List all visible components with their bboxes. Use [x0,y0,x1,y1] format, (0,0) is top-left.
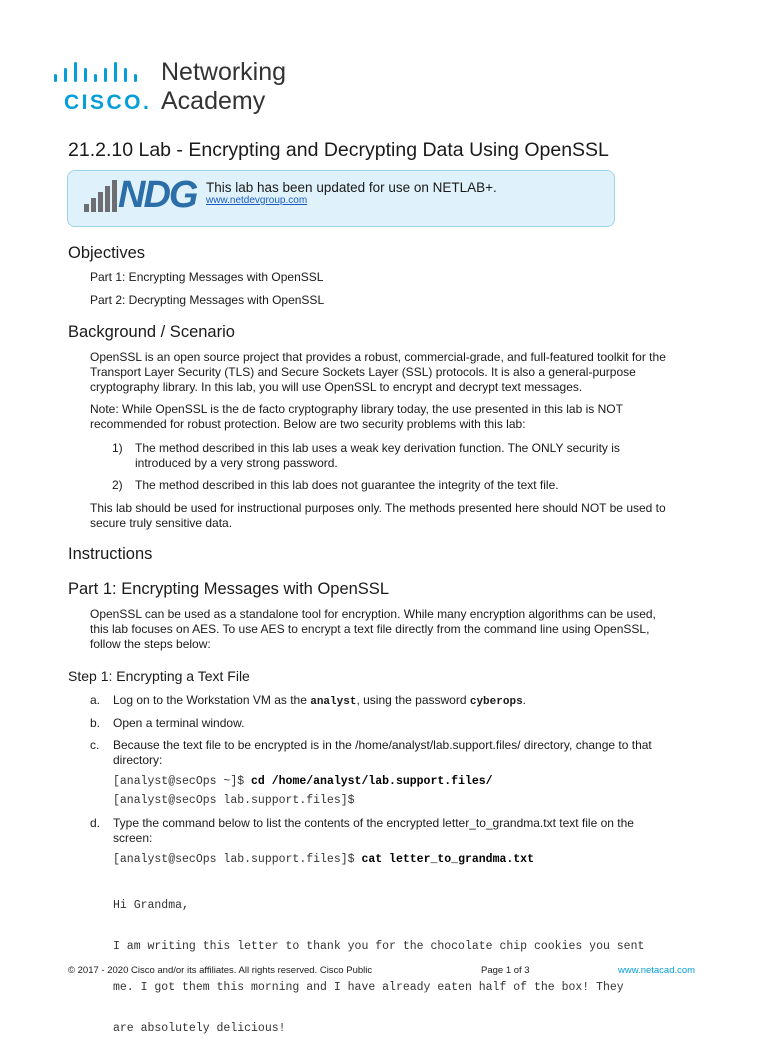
step1-heading: Step 1: Encrypting a Text File [68,668,250,684]
step-c-text: Because the text file to be encrypted is in the /home/analyst/lab.support.files/ directory, change to that directory: [113,738,652,767]
command-output: Hi Grandma, I am writing this letter to thank you for the chocolate chip cookies you sent me. I got them this morning and I have already eaten half of the box! They are absolutely delicious! [113,899,645,1035]
background-heading: Background / Scenario [68,323,235,341]
step-d-text: Type the command below to list the contents of the encrypted letter_to_grandma.txt text file on the screen: [113,816,634,845]
step-b-text: Open a terminal window. [113,716,245,730]
instructions-heading: Instructions [68,545,153,563]
footer-page-number: Page 1 of 3 [481,965,530,976]
list-item-number: 2) [112,478,123,492]
part1-heading: Part 1: Encrypting Messages with OpenSSL [68,580,389,598]
step-b-label: b. [90,716,101,730]
instructional-note-paragraph: This lab should be used for instructional purposes only. The methods presented here should NOT be used to secure truly sensitive data. [90,501,666,530]
list-item: The method described in this lab does not guarantee the integrity of the text file. [135,478,559,492]
footer-netacad-link[interactable]: www.netacad.com [618,965,696,976]
command-block-cd: [analyst@secOps ~]$ cd /home/analyst/lab.support.files/ [113,775,493,788]
list-item-number: 1) [112,441,123,455]
ndg-website-link[interactable]: www.netdevgroup.com [206,195,308,206]
objective-item: Part 2: Decrypting Messages with OpenSSL [90,293,325,307]
command-block-cat: [analyst@secOps lab.support.files]$ cat letter_to_grandma.txt [113,853,534,866]
logo-networking-text: Networking [161,58,287,86]
ndg-logo-bars-icon [82,180,122,212]
command-prompt: [analyst@secOps lab.support.files]$ [113,794,355,807]
step-c-label: c. [90,738,100,752]
logo-academy-text: Academy [161,87,266,115]
note-paragraph: Note: While OpenSSL is the de facto cryptography library today, the use presented in this lab is NOT recommended for robust protection. Below are two security problems with this lab: [90,402,623,431]
part1-intro-paragraph: OpenSSL can be used as a standalone tool for encryption. While many encryption algorithms can be used, this lab focuses on AES. To use AES to encrypt a text file directly from the command line using OpenSSL, follow the steps below: [90,607,656,651]
step-d-label: d. [90,816,101,830]
cisco-logo-wordmark: CISCO. [64,91,152,114]
ndg-logo-text: NDG [118,174,197,216]
banner-message: This lab has been updated for use on NETLAB+. [206,180,497,195]
background-paragraph: OpenSSL is an open source project that provides a robust, commercial-grade, and full-featured toolkit for the Transport Layer Security (TLS) and Secure Sockets Layer (SSL) protocols. It is also a general-purpose cryptography library. In this lab, you will use OpenSSL to encrypt and decrypt text messages. [90,350,666,394]
step-a-label: a. [90,693,101,707]
page-title: 21.2.10 Lab - Encrypting and Decrypting Data Using OpenSSL [68,139,609,161]
footer-copyright: © 2017 - 2020 Cisco and/or its affiliates. All rights reserved. Cisco Public [68,965,373,976]
objectives-heading: Objectives [68,244,146,262]
step-a-text: Log on to the Workstation VM as the analyst, using the password cyberops. [113,693,527,708]
objective-item: Part 1: Encrypting Messages with OpenSSL [90,270,324,284]
list-item: The method described in this lab uses a weak key derivation function. The ONLY security is introduced by a very strong password. [135,441,620,470]
cisco-logo-bars-icon [54,60,154,86]
